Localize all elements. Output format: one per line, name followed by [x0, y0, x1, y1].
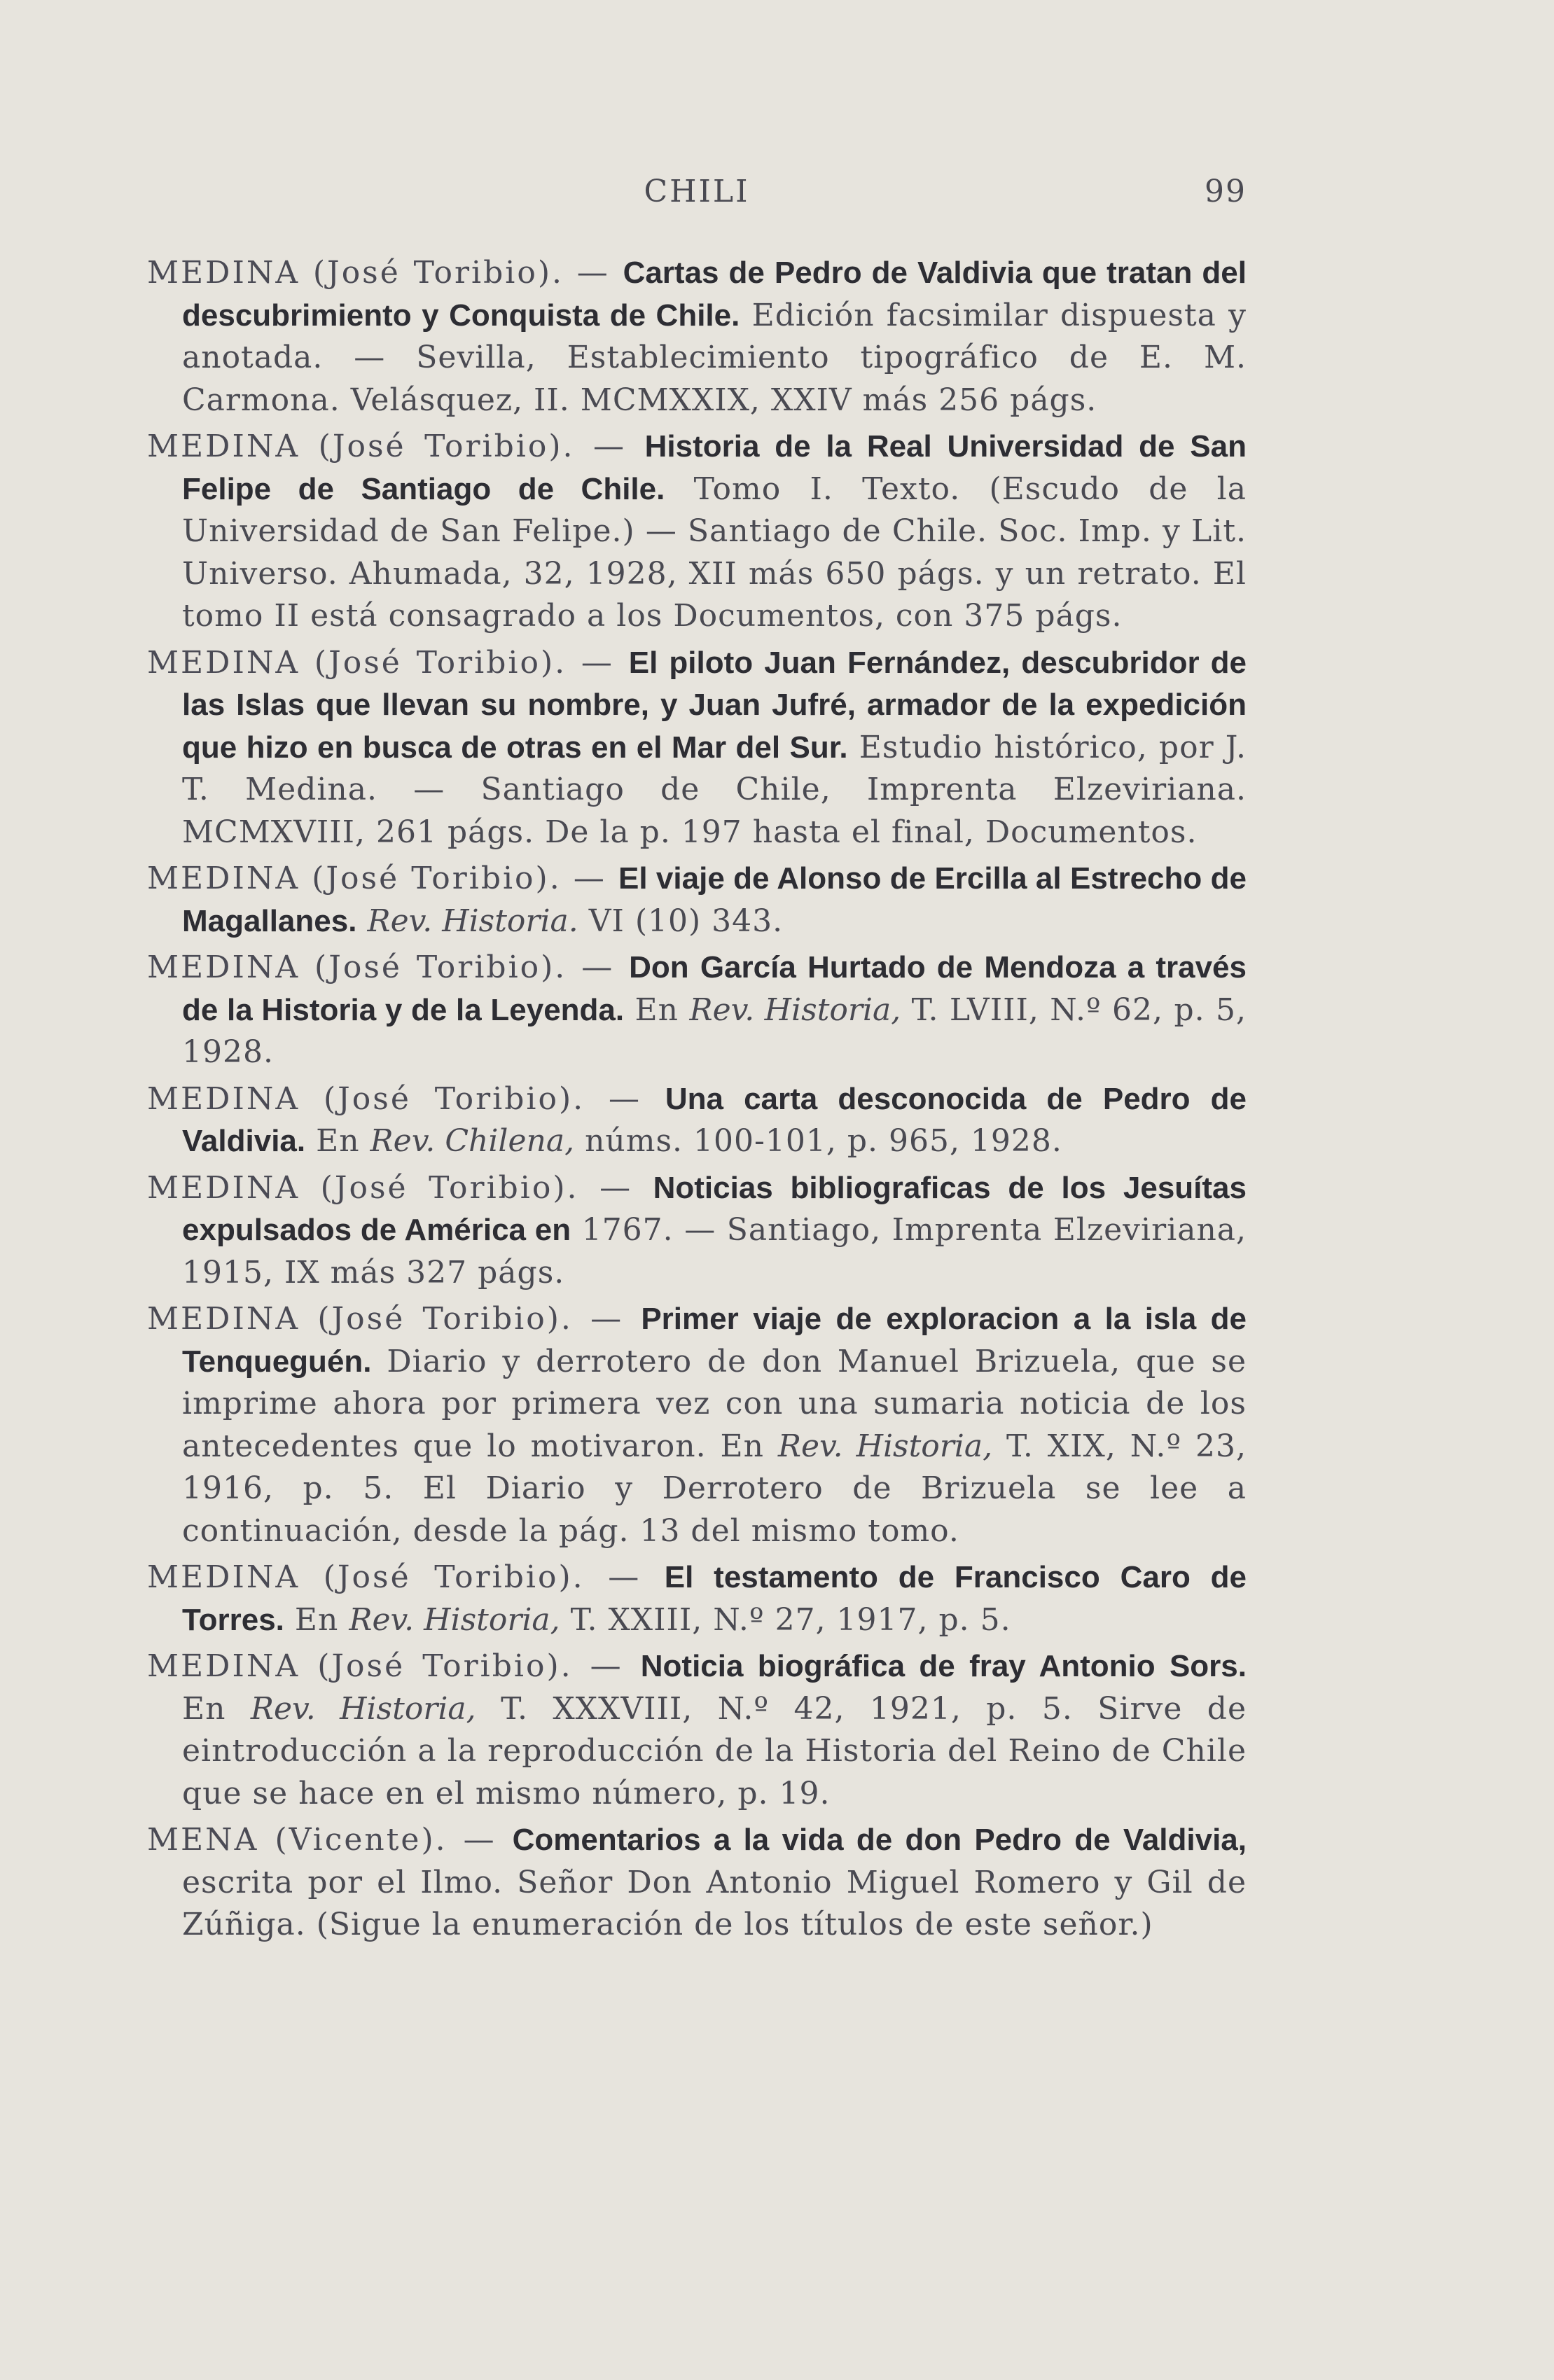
- entry-title: Noticias bibliograficas de los Jesuítas expulsados de América en: [182, 1170, 1247, 1247]
- entry-author: MEDINA (José Toribio). —: [147, 1169, 653, 1206]
- entry-author: MEDINA (José Toribio). —: [147, 1559, 665, 1595]
- entry-title: Historia de la Real Universidad de San Felipe de Santiago de Chile.: [182, 429, 1247, 506]
- entry-publication: Diario y derrotero de don Manuel Brizuela, que se imprime ahora por primera vez con una sumaria noticia de los antecedentes que lo motivaron. En: [182, 1343, 1247, 1464]
- entry-author: MEDINA (José Toribio). —: [147, 429, 645, 464]
- bibliography-entry: [147, 252, 1247, 422]
- bibliography-entry: [147, 1298, 1247, 1552]
- entry-journal: Rev. Historia.: [367, 903, 578, 939]
- entry-title: Don García Hurtado de Mendoza a través de la Historia y de la Leyenda.: [182, 950, 1247, 1027]
- entry-publication: En: [182, 1690, 251, 1727]
- entry-journal: Rev. Chilena,: [370, 1123, 575, 1159]
- entry-title: El piloto Juan Fernández, descubridor de las Islas que llevan su nombre, y Juan Jufré, armador de la expedición que hizo en busca de otras en el Mar del Sur.: [182, 645, 1247, 765]
- entry-publication: Tomo I. Texto. (Escudo de la Universidad de San Felipe.) — Santiago de Chile. Soc. Imp. y Lit. Universo. Ahumada, 32, 1928, XII más 650 págs. y un retrato. El tomo II está consagrado a los Documentos, con 375 págs.: [182, 471, 1247, 634]
- entry-title: Cartas de Pedro de Valdivia que tratan del descubrimiento y Conquista de Chile.: [182, 256, 1247, 333]
- entry-author: MEDINA (José Toribio). —: [147, 1301, 641, 1337]
- entry-publication: Estudio histórico, por J. T. Medina. — Santiago de Chile, Imprenta Elzeviriana. MCMXVIII, 261 págs. De la p. 197 hasta el final, Documentos.: [182, 729, 1247, 850]
- entry-publication-details: núms. 100-101, p. 965, 1928.: [574, 1123, 1062, 1159]
- entry-publication-details: VI (10) 343.: [578, 903, 784, 939]
- entry-title: El viaje de Alonso de Ercilla al Estrecho de Magallanes.: [182, 861, 1247, 938]
- bibliography-entry: [147, 1819, 1247, 1947]
- bibliography-entry: [147, 1078, 1247, 1163]
- entry-title: Una carta desconocida de Pedro de Valdivia.: [182, 1081, 1247, 1158]
- bibliography-entry: [147, 1557, 1247, 1641]
- entry-title: Comentarios a la vida de don Pedro de Valdivia,: [512, 1823, 1247, 1857]
- entry-publication: En: [624, 991, 690, 1028]
- entry-journal: Rev. Historia,: [777, 1428, 993, 1464]
- page-number: 99: [1205, 174, 1247, 209]
- entry-journal: Rev. Historia,: [689, 991, 901, 1028]
- entry-publication: [356, 903, 367, 939]
- bibliography-entry: [147, 1167, 1247, 1295]
- bibliography-entry: [147, 426, 1247, 638]
- entry-title: Primer viaje de exploracion a la isla de Tenqueguén.: [182, 1302, 1247, 1379]
- entry-author: MEDINA (José Toribio). —: [147, 949, 630, 985]
- bibliography-entry: [147, 642, 1247, 854]
- bibliography-entry: [147, 947, 1247, 1074]
- entry-publication-details: T. XXIII, N.º 27, 1917, p. 5.: [560, 1601, 1011, 1638]
- entry-publication: En: [305, 1123, 370, 1159]
- entry-journal: Rev. Historia,: [250, 1690, 476, 1727]
- running-title: CHILI: [644, 174, 750, 209]
- entry-publication: 1767. — Santiago, Imprenta Elzeviriana, 1915, IX más 327 págs.: [182, 1212, 1247, 1290]
- entry-author: MEDINA (José Toribio). —: [147, 1648, 641, 1684]
- entry-author: MEDINA (José Toribio). —: [147, 255, 623, 291]
- entry-publication: escrita por el Ilmo. Señor Don Antonio Miguel Romero y Gil de Zúñiga. (Sigue la enumeración de los títulos de este señor.): [182, 1864, 1247, 1942]
- bibliography-entry: [147, 858, 1247, 942]
- bibliography-entry: [147, 1645, 1247, 1815]
- entry-author: MEDINA (José Toribio). —: [147, 861, 618, 896]
- entry-publication-details: T. XIX, N.º 23, 1916, p. 5. El Diario y Derrotero de Brizuela se lee a continuación, desde la pág. 13 del mismo tomo.: [182, 1428, 1247, 1549]
- running-head: [147, 174, 1247, 223]
- entry-title: El testamento de Francisco Caro de Torres.: [182, 1560, 1247, 1637]
- entry-publication-details: T. LVIII, N.º 62, p. 5, 1928.: [182, 991, 1247, 1070]
- entry-author: MEDINA (José Toribio). —: [147, 644, 629, 681]
- entry-title: Noticia biográfica de fray Antonio Sors.: [640, 1649, 1247, 1683]
- entry-author: MEDINA (José Toribio). —: [147, 1080, 665, 1117]
- entry-author: MENA (Vicente). —: [147, 1822, 513, 1858]
- entry-publication: En: [284, 1601, 349, 1638]
- entry-publication: Edición facsimilar dispuesta y anotada. — Sevilla, Establecimiento tipográfico de E. M. Carmona. Velásquez, II. MCMXXIX, XXIV más 256 págs.: [182, 297, 1247, 418]
- bibliography-list: [147, 252, 1247, 1951]
- entry-journal: Rev. Historia,: [349, 1601, 560, 1638]
- entry-publication-details: T. XXXVIII, N.º 42, 1921, p. 5. Sirve de eintroducción a la reproducción de la Historia del Reino de Chile que se hace en el mismo número, p. 19.: [182, 1690, 1247, 1811]
